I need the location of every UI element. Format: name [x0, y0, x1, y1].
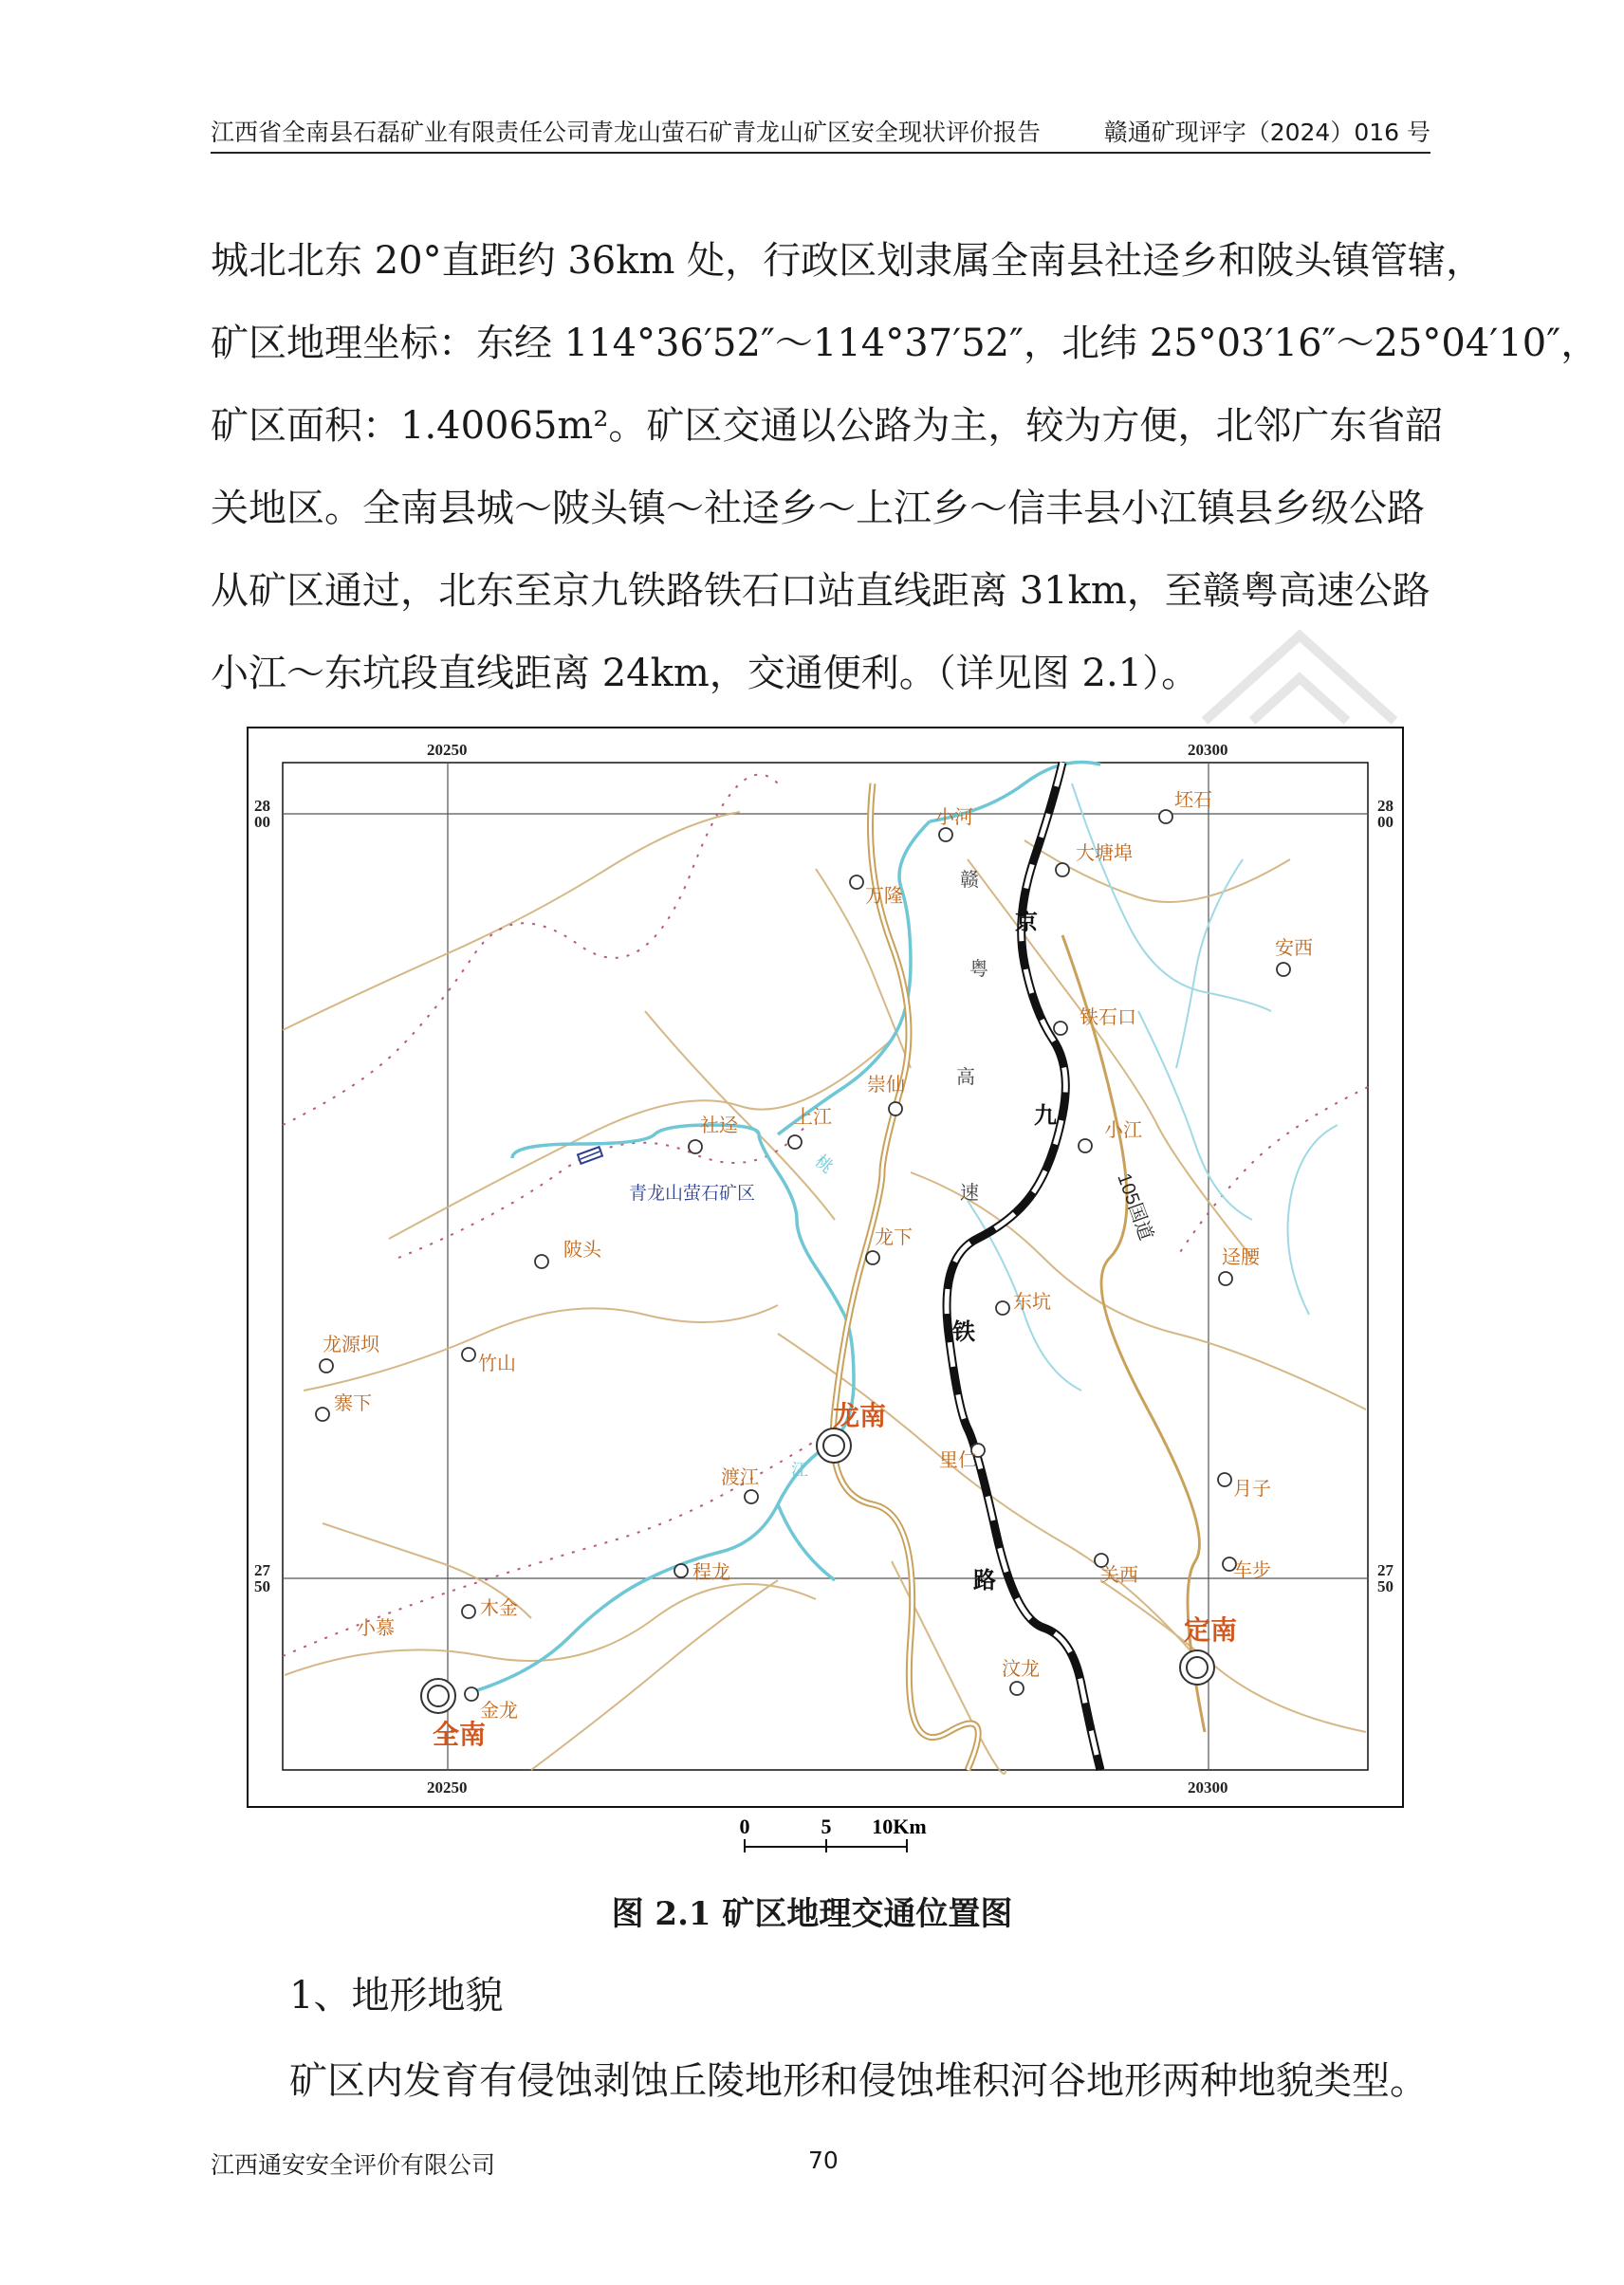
page-header: [211, 112, 1430, 154]
place-dot: [462, 1605, 475, 1618]
grid-label-y: 50: [1377, 1577, 1393, 1595]
paragraph-line: 从矿区通过，北东至京九铁路铁石口站直线距离 31km，至赣粤高速公路: [211, 569, 1430, 613]
grid-label-y: 27: [254, 1561, 270, 1579]
paragraph-line: 城北北东 20°直距约 36km 处，行政区划隶属全南县社迳乡和陂头镇管辖，: [211, 239, 1485, 283]
place-dot: [1010, 1682, 1024, 1695]
place-label: 车步: [1233, 1560, 1271, 1581]
place-dot: [1277, 963, 1290, 976]
place-label: 小江: [1104, 1120, 1142, 1141]
grid-label-y: 00: [1377, 813, 1393, 831]
doc-number: 赣通矿现评字（2024）016 号: [1103, 119, 1430, 146]
section-body: 矿区内发育有侵蚀剥蚀丘陵地形和侵蚀堆积河谷地形两种地貌类型。: [289, 2059, 1428, 2103]
place-label: 大塘埠: [1076, 843, 1133, 864]
expressway-label: 速: [960, 1183, 979, 1204]
footer-company: 江西通安安全评价有限公司: [211, 2151, 496, 2179]
place-dot: [535, 1255, 548, 1268]
place-label: 木金: [480, 1598, 518, 1619]
place-dot: [1159, 810, 1172, 823]
place-dot: [850, 875, 863, 889]
river-label: 江: [791, 1461, 808, 1480]
place-label: 金龙: [480, 1701, 518, 1722]
place-label: 龙下: [875, 1227, 913, 1248]
figure-caption: 图 2.1 矿区地理交通位置图: [611, 1895, 1013, 1933]
place-label: 渡江: [721, 1467, 759, 1488]
place-dot: [320, 1359, 333, 1373]
rail-label: 九: [1034, 1103, 1057, 1129]
place-label: 安西: [1275, 938, 1313, 959]
grid-label-y: 28: [254, 797, 270, 815]
place-dot: [866, 1251, 879, 1264]
rail-label: 铁: [952, 1319, 975, 1345]
national-road-label: 105国道: [1113, 1170, 1157, 1244]
place-label: 寨下: [334, 1393, 372, 1414]
city-label: 龙南: [833, 1401, 887, 1430]
paragraph-line: 小江～东坑段直线距离 24km，交通便利。（详见图 2.1）。: [211, 652, 1200, 695]
expressway-label: 高: [956, 1067, 975, 1088]
grid-label-x: 20250: [427, 1778, 468, 1797]
scale-label-10: 10Km: [872, 1816, 927, 1838]
place-label: 汶龙: [1002, 1659, 1040, 1680]
place-label: 竹山: [478, 1354, 516, 1374]
place-label: 社迳: [700, 1115, 738, 1136]
grid-label-y: 50: [254, 1577, 270, 1595]
grid-label-x: 20300: [1188, 741, 1228, 759]
expressway-label: 粤: [969, 959, 988, 980]
place-dot: [316, 1408, 329, 1421]
place-label: 坯石: [1174, 790, 1212, 811]
place-dot: [1219, 1272, 1232, 1285]
paragraph-line: 矿区面积：1.40065m²。矿区交通以公路为主，较为方便，北邻广东省韶: [211, 404, 1444, 448]
report-title: 江西省全南县石磊矿业有限责任公司青龙山萤石矿青龙山矿区安全现状评价报告: [211, 119, 1042, 146]
place-dot: [788, 1135, 802, 1149]
place-dot: [939, 828, 952, 841]
watermark: [1186, 617, 1432, 730]
place-dot: [1056, 863, 1069, 876]
paragraph-line: 矿区地理坐标：东经 114°36′52″～114°37′52″，北纬 25°03′16″～25°04′10″，: [211, 322, 1599, 365]
place-dot: [1054, 1022, 1067, 1035]
place-label: 里仁: [939, 1450, 977, 1471]
expressway-label: 赣: [960, 870, 979, 891]
scale-bar: [730, 1816, 949, 1864]
place-dot: [465, 1687, 478, 1701]
place-label: 月子: [1233, 1479, 1271, 1500]
location-map: [247, 727, 1404, 1808]
place-label: 龙源坝: [323, 1335, 379, 1355]
place-label: 万隆: [865, 886, 903, 907]
city-label: 全南: [433, 1720, 487, 1749]
page-number: 70: [808, 2147, 839, 2174]
section-heading: 1、地形地貌: [289, 1974, 504, 2018]
place-label: 小慕: [357, 1618, 395, 1639]
grid-label-x: 20300: [1188, 1778, 1228, 1797]
place-dot: [689, 1140, 702, 1153]
place-dot: [745, 1490, 758, 1503]
grid-label-y: 28: [1377, 797, 1393, 815]
place-label: 陂头: [563, 1240, 601, 1261]
place-label: 崇仙: [867, 1075, 905, 1096]
place-dot: [462, 1348, 475, 1361]
grid-label-y: 00: [254, 813, 270, 831]
grid-label-y: 27: [1377, 1561, 1393, 1579]
scale-label-5: 5: [821, 1816, 832, 1838]
place-dot: [996, 1301, 1009, 1315]
place-label: 上江: [794, 1107, 832, 1128]
river-label: 桃: [811, 1151, 838, 1177]
paragraph-line: 关地区。全南县城～陂头镇～社迳乡～上江乡～信丰县小江镇县乡级公路: [211, 487, 1425, 530]
rail-label: 京: [1015, 910, 1038, 935]
place-label: 小河: [935, 807, 973, 828]
grid-label-x: 20250: [427, 741, 468, 759]
scale-label-0: 0: [739, 1816, 750, 1838]
place-label: 程龙: [692, 1562, 730, 1583]
place-dot: [1218, 1473, 1231, 1486]
place-dot: [674, 1564, 688, 1577]
mine-area-label: 青龙山萤石矿区: [629, 1184, 756, 1204]
place-label: 东坑: [1013, 1292, 1051, 1313]
place-label: 铁石口: [1080, 1007, 1136, 1028]
place-dot: [1079, 1139, 1092, 1152]
place-label: 关西: [1100, 1565, 1138, 1586]
place-dot: [889, 1102, 902, 1115]
place-label: 迳腰: [1222, 1247, 1260, 1268]
city-label: 定南: [1184, 1615, 1238, 1645]
rail-label: 路: [973, 1568, 996, 1594]
